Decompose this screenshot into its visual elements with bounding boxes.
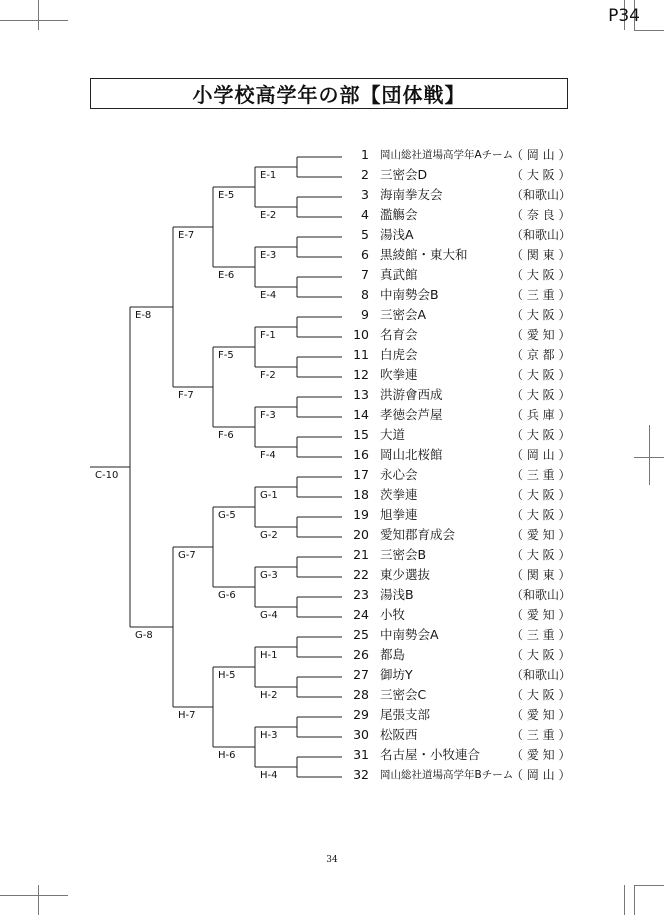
match-label: H-4 [260, 770, 278, 781]
team-name: 岡山総社道場高学年Aチーム [380, 149, 514, 161]
prefecture: （ 大 阪 ） [511, 688, 571, 702]
team-name: 三密会B [380, 547, 427, 562]
prefecture: （ 三 重 ） [511, 468, 571, 482]
entry-number: 10 [353, 327, 369, 342]
team-entry [345, 267, 575, 283]
team-entry [345, 387, 575, 403]
team-entry [345, 527, 575, 543]
entry-number: 30 [353, 727, 369, 742]
entry-number: 19 [353, 507, 369, 522]
team-entry [345, 247, 575, 263]
prefecture: （ 愛 知 ） [511, 528, 571, 542]
team-name: 愛知郡育成会 [380, 527, 456, 542]
prefecture: （和歌山） [511, 588, 572, 602]
team-entry [345, 767, 575, 783]
match-label: H-2 [260, 690, 278, 701]
entry-number: 14 [353, 407, 369, 422]
team-entry [345, 487, 575, 503]
prefecture: （和歌山） [511, 668, 572, 682]
prefecture: （ 大 阪 ） [511, 308, 571, 322]
prefecture: （ 大 阪 ） [511, 648, 571, 662]
team-entry [345, 287, 575, 303]
match-label: H-7 [178, 710, 196, 721]
entry-number: 15 [353, 427, 369, 442]
team-name: 濫觴会 [380, 207, 418, 222]
prefecture: （ 関 東 ） [511, 568, 571, 582]
team-name: 東少選抜 [380, 567, 431, 582]
team-name: 尾張支部 [380, 707, 431, 722]
entry-number: 31 [353, 747, 369, 762]
prefecture: （和歌山） [511, 228, 572, 242]
team-entry [345, 467, 575, 483]
entry-number: 12 [353, 367, 369, 382]
prefecture: （ 大 阪 ） [511, 548, 571, 562]
match-label: G-8 [135, 630, 153, 641]
match-label: H-3 [260, 730, 278, 741]
team-entry [345, 647, 575, 663]
entry-number: 29 [353, 707, 369, 722]
team-entry [345, 207, 575, 223]
match-label: F-5 [218, 350, 234, 361]
match-label: G-6 [218, 590, 236, 601]
entry-number: 4 [361, 207, 369, 222]
team-name: 御坊Y [380, 667, 413, 682]
team-name: 松阪西 [380, 727, 418, 742]
team-name: 三密会A [380, 307, 427, 322]
prefecture: （ 京 都 ） [511, 348, 571, 362]
entry-number: 8 [361, 287, 369, 302]
team-name: 吹拳連 [380, 367, 418, 382]
team-name: 名古屋・小牧連合 [380, 747, 481, 762]
team-entry [345, 347, 575, 363]
team-entry [345, 367, 575, 383]
match-label: G-5 [218, 510, 236, 521]
entry-number: 1 [361, 147, 369, 162]
prefecture: （ 岡 山 ） [511, 148, 571, 162]
prefecture: （ 奈 良 ） [511, 208, 571, 222]
team-entry [345, 507, 575, 523]
match-label: G-1 [260, 490, 278, 501]
match-label: F-4 [260, 450, 276, 461]
prefecture: （ 三 重 ） [511, 728, 571, 742]
team-name: 洪游會西成 [380, 387, 443, 402]
entry-number: 6 [361, 247, 369, 262]
match-label: G-7 [178, 550, 196, 561]
entry-number: 21 [353, 547, 369, 562]
entry-number: 11 [353, 347, 369, 362]
team-name: 小牧 [380, 607, 406, 622]
team-entry [345, 707, 575, 723]
prefecture: （ 関 東 ） [511, 248, 571, 262]
match-label: C-10 [95, 470, 119, 481]
entry-number: 20 [353, 527, 369, 542]
entry-number: 32 [353, 767, 369, 782]
entry-number: 27 [353, 667, 369, 682]
team-entry [345, 407, 575, 423]
match-label: H-6 [218, 750, 236, 761]
match-label: F-2 [260, 370, 276, 381]
team-name: 茨拳連 [380, 487, 418, 502]
match-label: E-1 [260, 170, 277, 181]
entry-number: 24 [353, 607, 369, 622]
team-name: 孝徳会芦屋 [380, 407, 443, 422]
entry-number: 2 [361, 167, 369, 182]
match-label: G-4 [260, 610, 278, 621]
team-name: 三密会D [380, 167, 428, 182]
match-label: E-4 [260, 290, 277, 301]
match-label: G-3 [260, 570, 278, 581]
match-label: E-6 [218, 270, 235, 281]
entry-number: 17 [353, 467, 369, 482]
prefecture: （ 三 重 ） [511, 288, 571, 302]
prefecture: （ 兵 庫 ） [511, 408, 571, 422]
team-name: 湯浅A [380, 227, 414, 242]
match-label: E-8 [135, 310, 152, 321]
team-name: 都島 [380, 647, 406, 662]
team-name: 白虎会 [380, 347, 418, 362]
match-label: F-3 [260, 410, 276, 421]
team-name: 中南勢会B [380, 287, 439, 302]
match-label: H-1 [260, 650, 278, 661]
team-name: 中南勢会A [380, 627, 439, 642]
team-entry [345, 587, 575, 603]
match-label: E-5 [218, 190, 235, 201]
team-name: 三密会C [380, 687, 427, 702]
prefecture: （ 大 阪 ） [511, 388, 571, 402]
page-number-bottom: 34 [326, 855, 338, 865]
prefecture: （ 大 阪 ） [511, 508, 571, 522]
entry-number: 7 [361, 267, 369, 282]
entry-number: 18 [353, 487, 369, 502]
prefecture: （和歌山） [511, 188, 572, 202]
prefecture: （ 大 阪 ） [511, 488, 571, 502]
team-name: 湯浅B [380, 587, 414, 602]
prefecture: （ 愛 知 ） [511, 608, 571, 622]
prefecture: （ 愛 知 ） [511, 748, 571, 762]
prefecture: （ 大 阪 ） [511, 368, 571, 382]
prefecture: （ 大 阪 ） [511, 268, 571, 282]
team-name: 黒綾館・東大和 [380, 247, 468, 262]
prefecture: （ 三 重 ） [511, 628, 571, 642]
entry-number: 28 [353, 687, 369, 702]
entry-number: 3 [361, 187, 369, 202]
prefecture: （ 愛 知 ） [511, 708, 571, 722]
team-entry [345, 167, 575, 183]
team-entry [345, 747, 575, 763]
match-label: F-1 [260, 330, 276, 341]
team-entry [345, 307, 575, 323]
team-entry [345, 687, 575, 703]
entry-number: 22 [353, 567, 369, 582]
match-label: F-6 [218, 430, 234, 441]
match-label: H-5 [218, 670, 236, 681]
team-entry [345, 567, 575, 583]
team-name: 岡山総社道場高学年Bチーム [380, 769, 514, 781]
entry-number: 25 [353, 627, 369, 642]
entry-number: 9 [361, 307, 369, 322]
team-entry [345, 327, 575, 343]
team-entry [345, 187, 575, 203]
prefecture: （ 愛 知 ） [511, 328, 571, 342]
team-name: 旭拳連 [380, 507, 418, 522]
page-title: 小学校高学年の部【団体戦】 [90, 78, 568, 109]
team-entry [345, 627, 575, 643]
entry-number: 16 [353, 447, 369, 462]
entry-number: 26 [353, 647, 369, 662]
match-label: E-2 [260, 210, 277, 221]
team-entry [345, 667, 575, 683]
match-label: G-2 [260, 530, 278, 541]
entry-number: 5 [361, 227, 369, 242]
prefecture: （ 岡 山 ） [511, 448, 571, 462]
team-entry [345, 227, 575, 243]
team-entry [345, 607, 575, 623]
team-entry [345, 727, 575, 743]
prefecture: （ 岡 山 ） [511, 768, 571, 782]
team-entry [345, 447, 575, 463]
match-label: F-7 [178, 390, 194, 401]
prefecture: （ 大 阪 ） [511, 428, 571, 442]
match-label: E-3 [260, 250, 277, 261]
match-label: E-7 [178, 230, 195, 241]
entry-number: 13 [353, 387, 369, 402]
team-entry [345, 547, 575, 563]
entry-number: 23 [353, 587, 369, 602]
team-entry [345, 147, 575, 163]
page-label-top: P34 [608, 6, 640, 26]
team-name: 岡山北桜館 [380, 447, 443, 462]
team-name: 名育会 [380, 327, 418, 342]
team-name: 大道 [380, 427, 406, 442]
team-name: 真武館 [380, 267, 418, 282]
prefecture: （ 大 阪 ） [511, 168, 571, 182]
team-name: 海南拳友会 [380, 187, 443, 202]
team-entry [345, 427, 575, 443]
team-name: 永心会 [380, 467, 418, 482]
